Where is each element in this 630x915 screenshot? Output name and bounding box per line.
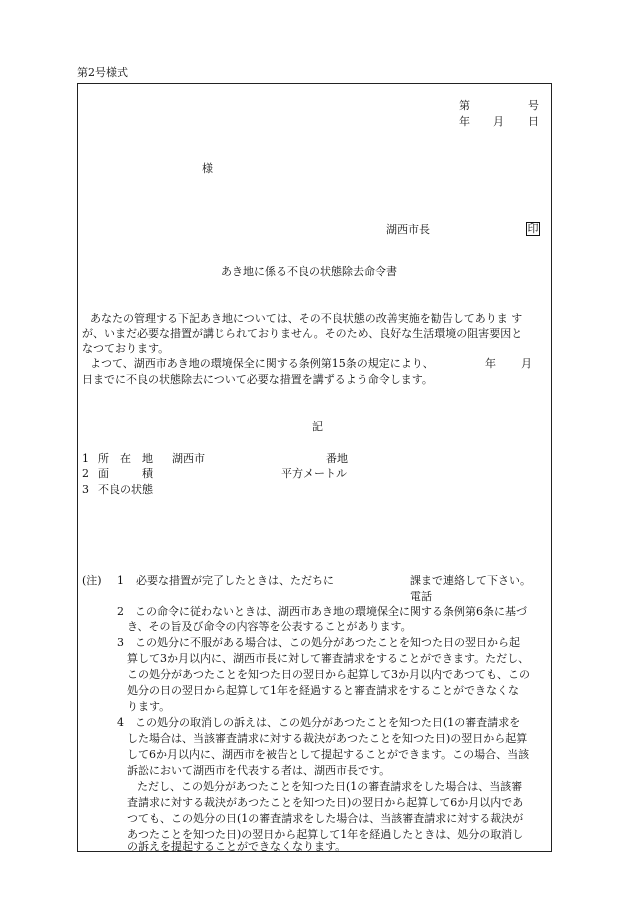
note-1-text-a: 必要な措置が完了したときは、ただちに	[136, 574, 334, 587]
note-3-line-3: この処分があつたことを知つた日の翌日から起算して3か月以内であつても、この	[127, 668, 530, 681]
note-4-line-3: して6か月以内に、湖西市を被告として提起することができます。この場合、当該	[127, 748, 530, 761]
note-3-line-1: 3 この処分に不服がある場合は、この処分があつたことを知つた日の翌日から起	[117, 636, 520, 649]
note-4-line-9: の訴えを提起することができなくなります。	[127, 840, 347, 853]
note-4-line-5: ただし、この処分があつたことを知つた日(1の審査請求をした場合は、当該審	[137, 780, 523, 793]
note-4-line-7: つても、この処分の日(1の審査請求をした場合は、当該審査請求に対する裁決が	[127, 812, 524, 825]
note-2-line-2: き、その旨及び命令の内容等を公表することがあります。	[127, 620, 412, 633]
note-4-line-6: 査請求に対する裁決があつたことを知つた日)の翌日から起算して6か月以内であ	[127, 796, 524, 809]
body-line-1: あなたの管理する下記あき地については、その不良状態の改善実施を勧告してありま す	[90, 312, 523, 325]
document-title: あき地に係る不良の状態除去命令書	[221, 265, 397, 278]
note-3-line-5: ります。	[127, 700, 171, 713]
item-1-suffix: 番地	[326, 452, 348, 465]
note-4-line-8: あつたことを知つた日)の翌日から起算して1年を経過したときは、処分の取消し	[127, 828, 524, 841]
body-line-2: が、いまだ必要な措置が講じられておりません。そのため、良好な生活環境の阻害要因と	[82, 327, 523, 340]
item-3-label: 不良の状態	[98, 483, 153, 496]
issuer-name: 湖西市長	[386, 223, 430, 236]
ki-heading: 記	[312, 420, 323, 433]
notes-label: (注)	[82, 574, 102, 587]
note-3-line-2: 算して3か月以内に、湖西市長に対して審査請求をすることができます。ただし、	[127, 652, 530, 665]
note-4-line-2: した場合は、当該審査請求に対する裁決があつたことを知つた日)の翌日から起算	[127, 732, 528, 745]
item-1-number: 1	[82, 452, 89, 465]
note-4-line-4: 訴訟において湖西市を代表する者は、湖西市長です。	[127, 764, 391, 777]
note-1-number: 1	[117, 574, 124, 587]
number-go: 号	[528, 99, 539, 112]
item-3-number: 3	[82, 483, 89, 496]
body-line-4: よつて、湖西市あき地の環境保全に関する条例第15条の規定により、	[90, 357, 434, 370]
note-2-line-1: 2 この命令に従わないときは、湖西市あき地の環境保全に関する条例第6条に基づ	[117, 605, 527, 618]
item-2-label: 面 積	[98, 467, 153, 480]
seal-stamp: 印	[527, 222, 539, 235]
note-1-text-b: 課まで連絡して下さい。	[410, 574, 531, 587]
item-1-city: 湖西市	[172, 452, 205, 465]
note-4-line-1: 4 この処分の取消しの訴えは、この処分があつたことを知つた日(1の審査請求を	[117, 716, 521, 729]
item-2-number: 2	[82, 467, 89, 480]
note-1-tel: 電話	[410, 590, 432, 603]
form-label: 第2号様式	[77, 66, 128, 79]
date-tsuki: 月	[493, 115, 504, 128]
item-1-label: 所 在 地	[98, 452, 153, 465]
date-nen: 年	[459, 115, 470, 128]
item-2-suffix: 平方メートル	[281, 467, 347, 480]
body-line-5: 日までに不良の状態除去について必要な措置を講ずるよう命令します。	[82, 373, 433, 386]
note-3-line-4: 処分の日の翌日から起算して1年を経過すると審査請求をすることができなくな	[127, 684, 519, 697]
deadline-nen: 年	[485, 357, 496, 370]
deadline-tsuki: 月	[521, 357, 532, 370]
number-dai: 第	[459, 99, 470, 112]
date-hi: 日	[528, 115, 539, 128]
addressee-sama: 様	[202, 162, 213, 175]
body-line-3: なつております。	[82, 342, 170, 355]
